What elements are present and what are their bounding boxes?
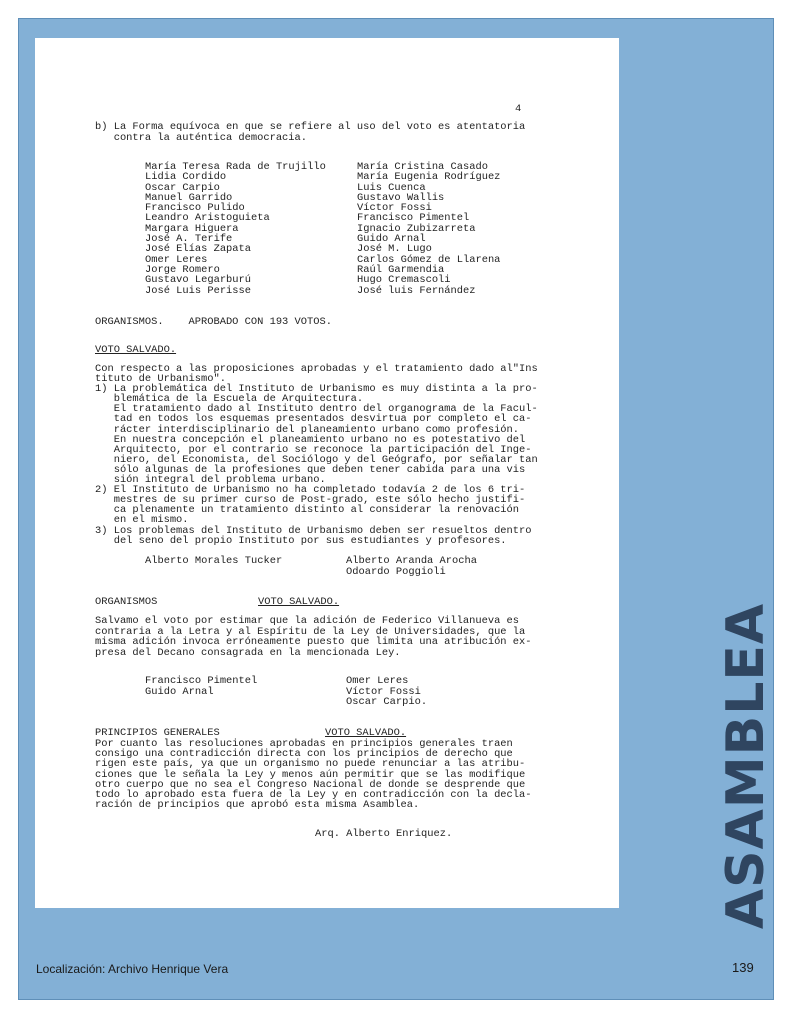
voto-salvado-body-3: Por cuanto las resoluciones aprobadas en principios generales traen consigo una contradicción directa con los principios de derecho que rigen este país, ya que un organismo no puede renunciar a las atribu- ciones que le señala la Ley y menos aún permitir que se las modifique otro cuerpo que no sea el Congreso Nacional de donde se desprende que todo lo aprobado esta fuera de la Ley y en contradicción con la decla- ración de principios que aprobó esta misma Asamblea. xyxy=(95,738,532,812)
section-title-vertical: ASAMBLEA xyxy=(716,602,776,930)
voto-salvado-heading-1: VOTO SALVADO. xyxy=(95,344,177,356)
scanned-document xyxy=(35,38,619,908)
signatory-enriquez: Arq. Alberto Enriquez. xyxy=(315,828,453,840)
section-sidebar xyxy=(716,602,776,930)
signatories-aranda-poggioli: Alberto Aranda Arocha Odoardo Poggioli xyxy=(346,555,477,578)
voto-salvado-heading-2: VOTO SALVADO. xyxy=(258,596,340,608)
signatories-leres-fossi-carpio: Omer Leres Víctor Fossi Oscar Carpio. xyxy=(346,675,428,709)
signatories-left-column: María Teresa Rada de Trujillo Lidia Cordido Oscar Carpio Manuel Garrido Francisco Pulido Leandro Aristoguieta Margara Higuera José A. Terife José Elías Zapata Omer Leres Jorge Romero Gustavo Legarburú José Luis Perisse xyxy=(145,161,326,297)
voto-salvado-heading-3: VOTO SALVADO. xyxy=(325,727,407,739)
signatories-pimentel-arnal: Francisco Pimentel Guido Arnal xyxy=(145,675,258,698)
organismos-label: ORGANISMOS xyxy=(95,596,158,608)
principios-generales-label: PRINCIPIOS GENERALES xyxy=(95,727,220,739)
source-caption: Localización: Archivo Henrique Vera xyxy=(36,962,229,976)
voto-salvado-body-1: Con respecto a las proposiciones aprobadas y el tratamiento dado al"Ins tituto de Urbanismo". 1) La problemática del Instituto de Urbanismo es muy distinta a la pro- blemática de la Escuela de Arquitectura. El tratamiento dado al Instituto dentro del organograma de la Facul- tad en todos los esquemas presentados desvirtua por completo el ca- rácter interdisciplinario del planeamiento urbano como profesión. En nuestra concepción el planeamiento urbano no es potestativo del Arquitecto, por el contrario se reconoce la participación del Inge- niero, del Economista, del Sociólogo y del Geógrafo, por señalar tan sólo algunas de la profesiones que deben tener cabida para una vis sión integral del problema urbano. 2) El Instituto de Urbanismo no ha completado todavía 2 de los 6 tri- mestres de su primer curso de Post-grado, este sólo hecho justifi- ca plenamente un tratamiento distinto al considerar la renovación en el mismo. 3) Los problemas del Instituto de Urbanismo deben ser resueltos dentro del seno del propio Instituto por sus estudiantes y profesores. xyxy=(95,363,538,547)
signatory-morales: Alberto Morales Tucker xyxy=(145,555,283,567)
voto-salvado-body-2: Salvamo el voto por estimar que la adición de Federico Villanueva es contraria a la Letra y al Espíritu de la Ley de Universidades, que la misma adición invoca erróneamente puesto que limita una atribución ex- presa del Decano consagrada en la mencionada Ley. xyxy=(95,615,532,659)
organismos-approved-line: ORGANISMOS. APROBADO CON 193 VOTOS. xyxy=(95,316,332,328)
item-b-text: b) La Forma equívoca en que se refiere al uso del voto es atentatoria contra la auténtica democracia. xyxy=(95,121,526,144)
document-page-number: 4 xyxy=(515,103,522,115)
page-number: 139 xyxy=(732,960,754,975)
signatories-right-column: María Cristina Casado María Eugenia Rodríguez Luis Cuenca Gustavo Wallis Víctor Fossi Francisco Pimentel Ignacio Zubizarreta Guido Arnal José M. Lugo Carlos Gómez de Llarena Raúl Garmendia Hugo Cremascoli José luis Fernández xyxy=(357,161,501,297)
